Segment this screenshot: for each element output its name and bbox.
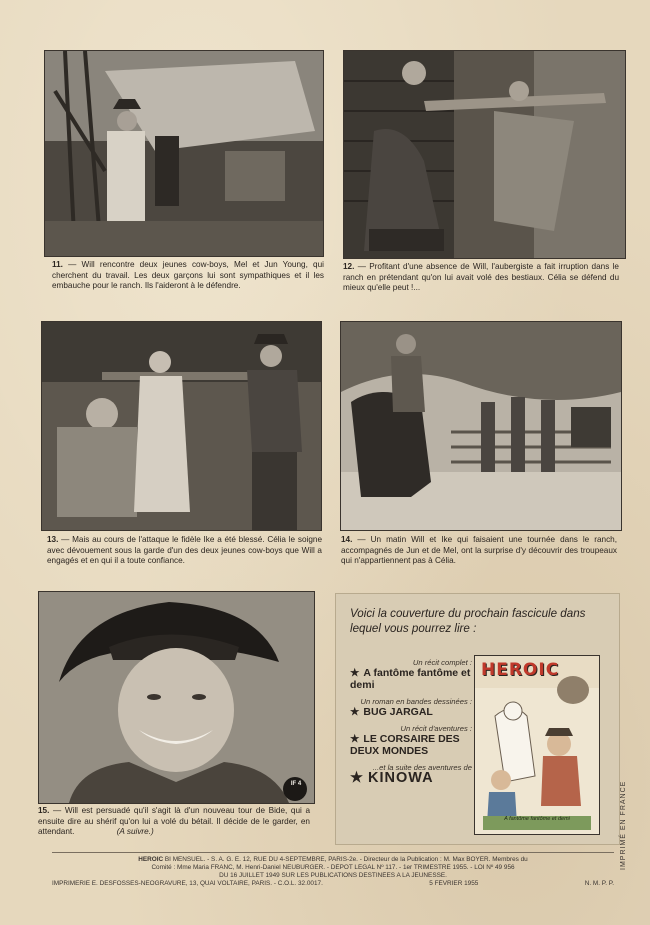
panel-15-caption [38, 806, 310, 838]
panel-11-photo [44, 50, 324, 257]
star-icon: ★ [350, 770, 364, 786]
printed-in-france: IMPRIMÉ EN FRANCE [620, 780, 627, 870]
footer-distributor: N. M. P. P. [584, 880, 614, 887]
promo-item-4-sub: ...et la suite des aventures de [372, 763, 472, 772]
panel-15-number: 15. [38, 806, 50, 815]
promo-item-2 [346, 706, 472, 718]
star-icon: ★ [350, 667, 360, 679]
promo-item-4-title: KINOWA [368, 770, 434, 786]
panel-15-text: — Will est persuadé qu'il s'agit là d'un nouveau tour de Bide, qui a ensuite dire au shérif qu'on lui a volé du bétail. Il décide de le garder, en attendant. [38, 806, 310, 837]
panel-11-text: — Will rencontre deux jeunes cow-boys, Mel et Jun Young, qui cherchent du travail. Les deux garçons lui sont sympathiques et il les embauche pour le ranch. Ils l'aideront à le défendre. [52, 260, 324, 291]
promo-item-3-title: LE CORSAIRE DES DEUX MONDES [350, 733, 460, 757]
footer-line-2: Comité : Mme Maria FRANC, M. Henri-Daniel NEUBURGER. - DÉPOT LÉGAL Nº 117. - 1er TRIMESTRE 1955. - LOI Nº 49 956 [151, 864, 515, 871]
panel-13-number: 13. [47, 535, 59, 544]
panel-14-photo [340, 321, 622, 531]
panel-15-badge: IF 4 [290, 781, 302, 787]
promo-item-1-title: A fantôme fantôme et demi [350, 667, 471, 691]
to-be-continued: (A suivre.) [116, 827, 154, 837]
footer-date: 5 FÉVRIER 1955 [429, 880, 479, 887]
star-icon: ★ [350, 706, 360, 718]
cover-illustration [475, 656, 599, 834]
footer-line-1: BI MENSUEL. - S. A. G. E. 12, RUE DU 4-SEPTEMBRE, PARIS-2e. - Directeur de la Publication : M. Max BOYER. Membres du [164, 856, 528, 863]
cover-title: HEROIC [481, 660, 560, 680]
promo-item-2-title: BUG JARGAL [363, 706, 433, 718]
panel-12-photo [343, 50, 626, 259]
panel-11-number: 11. [52, 260, 63, 269]
panel-13-caption [47, 535, 322, 567]
promo-item-1 [346, 667, 472, 691]
footer-line-3: DU 16 JUILLET 1949 SUR LES PUBLICATIONS DESTINÉES A LA JEUNESSE. [219, 872, 447, 879]
panel-14-caption [341, 535, 617, 567]
next-issue-cover [474, 655, 600, 835]
cover-caption: A fantôme fantôme et demi [504, 816, 570, 822]
star-icon: ★ [350, 733, 360, 745]
footer-printer: IMPRIMERIE E. DESFOSSES-NEOGRAVURE, 13, QUAI VOLTAIRE, PARIS. - C.O.L. 32.0017. [52, 880, 323, 887]
promo-item-2-sub: Un roman en bandes dessinées : [360, 697, 472, 706]
legal-footer [52, 852, 614, 888]
promo-item-4 [346, 772, 472, 784]
panel-12-caption [343, 262, 619, 294]
promo-item-3-sub: Un récit d'aventures : [400, 724, 472, 733]
panel-15-photo [38, 591, 315, 804]
panel-12-number: 12. [343, 262, 355, 271]
panel-13-text: — Mais au cours de l'attaque le fidèle Ike a été blessé. Célia le soigne avec dévouement sous la garde d'un des deux jeunes cow-boys que Will a engagés et en qui il a toute confiance. [47, 535, 322, 566]
footer-brand: HEROIC [138, 856, 164, 863]
promo-list [346, 658, 472, 784]
promo-heading: Voici la couverture du prochain fascicule dans lequel vous pourrez lire : [350, 607, 586, 635]
panel-11-caption [52, 260, 324, 292]
panel-13-photo [41, 321, 322, 531]
panel-12-text: — Profitant d'une absence de Will, l'aubergiste a fait irruption dans le ranch en prétendant qu'on lui avait volé des bestiaux. Célia se défend du mieux qu'elle peut !... [343, 262, 619, 293]
panel-14-text: — Un matin Will et Ike qui faisaient une tournée dans le ranch, accompagnés de Jun et de Mel, ont la surprise d'y découvrir des troupeaux qui n'appartiennent pas à Célia. [341, 535, 618, 566]
panel-14-number: 14. [341, 535, 353, 544]
promo-item-1-sub: Un récit complet : [412, 658, 472, 667]
promo-item-3 [346, 733, 472, 757]
